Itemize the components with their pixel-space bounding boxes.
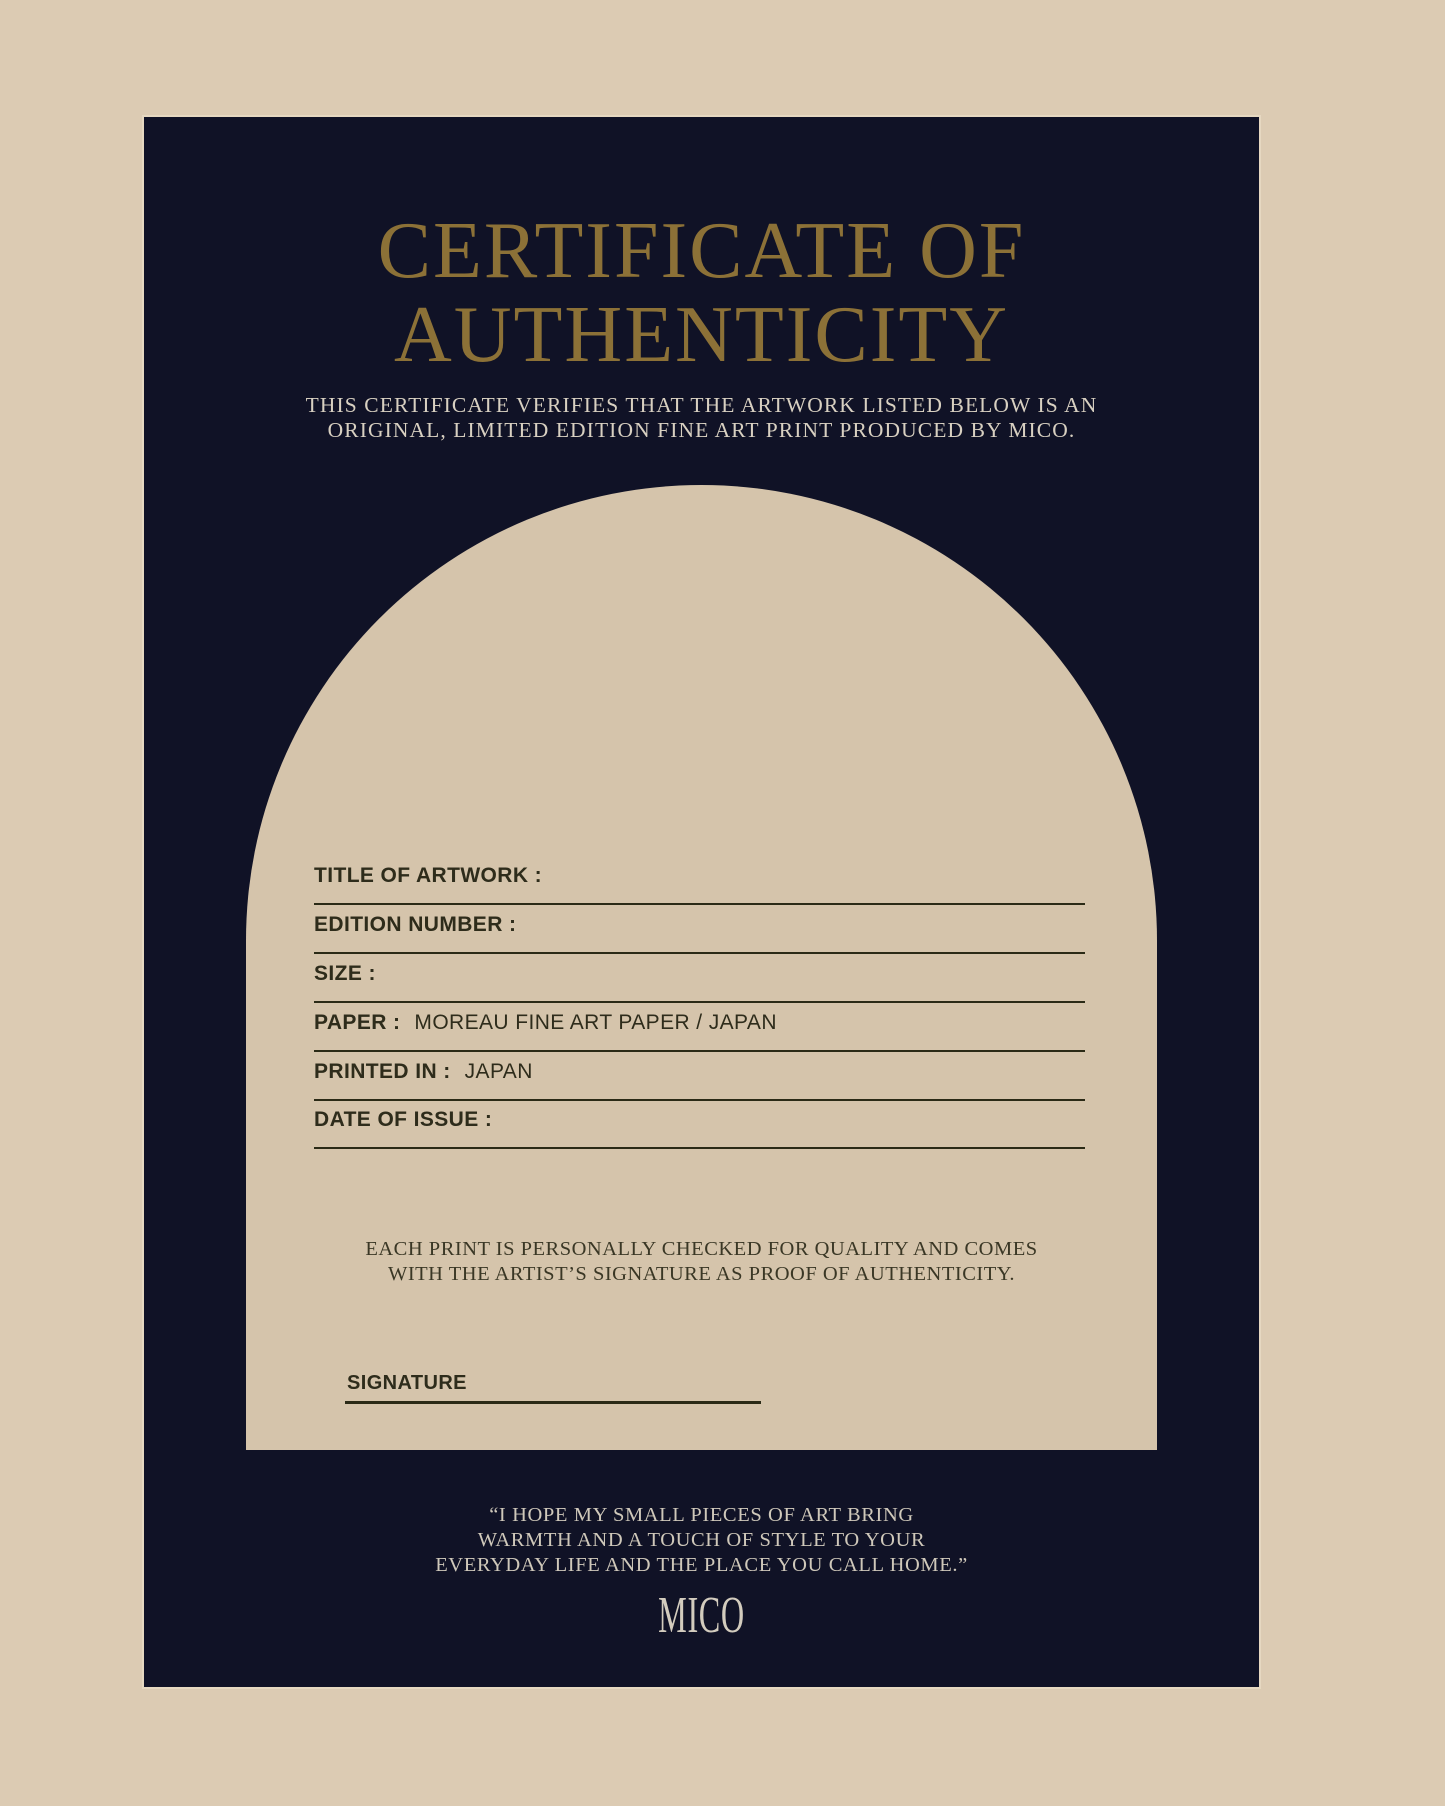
certificate-subtitle xyxy=(144,393,1259,443)
field-row-size xyxy=(314,961,1085,1003)
field-label: PRINTED IN : xyxy=(314,1060,451,1083)
field-label: EDITION NUMBER : xyxy=(314,913,517,936)
certificate-card xyxy=(144,117,1259,1687)
certificate-title xyxy=(144,209,1259,377)
artist-quote-line-1: “I HOPE MY SMALL PIECES OF ART BRING xyxy=(489,1504,914,1526)
field-value: MOREAU FINE ART PAPER / JAPAN xyxy=(414,1011,777,1034)
subtitle-line-2: ORIGINAL, LIMITED EDITION FINE ART PRINT PRODUCED BY MICO. xyxy=(327,418,1076,442)
artist-quote-line-3: EVERYDAY LIFE AND THE PLACE YOU CALL HOME.” xyxy=(435,1554,968,1576)
brand-logo: MICO xyxy=(658,1587,745,1644)
field-label: TITLE OF ARTWORK : xyxy=(314,864,543,887)
field-row-title-of-artwork xyxy=(314,863,1085,905)
subtitle-line-1: THIS CERTIFICATE VERIFIES THAT THE ARTWORK LISTED BELOW IS AN xyxy=(305,393,1098,417)
field-row-printed-in xyxy=(314,1059,1085,1101)
field-label: DATE OF ISSUE : xyxy=(314,1108,493,1131)
signature-label: SIGNATURE xyxy=(347,1372,467,1394)
quality-note-line-2: WITH THE ARTIST’S SIGNATURE AS PROOF OF AUTHENTICITY. xyxy=(387,1263,1016,1285)
field-row-edition-number xyxy=(314,912,1085,954)
artist-quote xyxy=(144,1503,1259,1578)
field-row-paper xyxy=(314,1010,1085,1052)
field-value: JAPAN xyxy=(464,1060,533,1083)
quality-note xyxy=(246,1237,1157,1287)
details-panel xyxy=(246,485,1157,1450)
title-line-1: CERTIFICATE OF xyxy=(377,207,1026,295)
field-row-date-of-issue xyxy=(314,1107,1085,1149)
quality-note-line-1: EACH PRINT IS PERSONALLY CHECKED FOR QUALITY AND COMES xyxy=(365,1238,1038,1260)
signature-line xyxy=(345,1401,761,1404)
title-line-2: AUTHENTICITY xyxy=(394,291,1009,379)
signature-block xyxy=(345,1371,761,1404)
field-label: SIZE : xyxy=(314,962,376,985)
artist-quote-line-2: WARMTH AND A TOUCH OF STYLE TO YOUR xyxy=(477,1529,926,1551)
field-label: PAPER : xyxy=(314,1011,401,1034)
